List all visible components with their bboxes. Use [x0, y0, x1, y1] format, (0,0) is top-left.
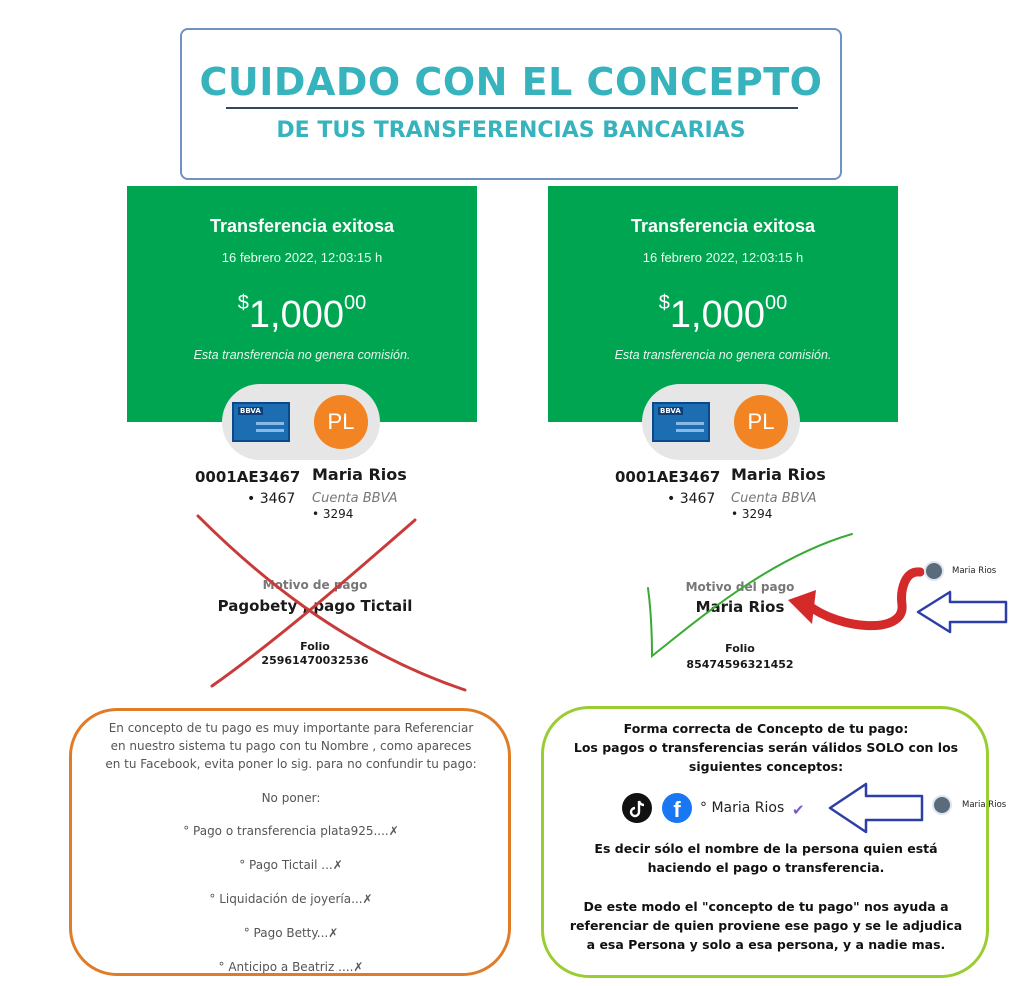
page-title: CUIDADO CON EL CONCEPTO	[199, 60, 823, 104]
recipient-account-type: Cuenta BBVA	[312, 491, 398, 506]
list-item: ° Anticipo a Beatriz ....✗	[218, 960, 364, 974]
folio-label: Folio	[725, 642, 755, 655]
avatar	[932, 795, 952, 815]
title-divider	[226, 107, 798, 109]
currency-symbol: $	[237, 292, 249, 314]
avatar	[924, 561, 944, 581]
receipt-note: Esta transferencia no genera comisión.	[614, 348, 832, 362]
example-name: ° Maria Rios	[700, 800, 785, 816]
folio-value: 25961470032536	[261, 654, 369, 667]
account-last-digits: • 3467	[667, 491, 716, 507]
folio-label: Folio	[300, 640, 330, 653]
bbva-logo: BBVA	[660, 407, 681, 415]
bbva-card-icon	[652, 402, 710, 442]
list-item: ° Liquidación de joyería...✗	[209, 892, 373, 906]
profile-name: Maria Rios	[952, 566, 997, 576]
cross-mark-icon	[190, 508, 480, 698]
warning-box	[69, 708, 511, 976]
account-id: 0001AE3467	[195, 468, 301, 486]
currency-symbol: $	[658, 292, 670, 314]
profile-name: Maria Rios	[962, 800, 1007, 810]
verified-check-icon: ✔	[792, 801, 805, 819]
avatar: PL	[314, 395, 368, 449]
amount-decimal: 00	[343, 292, 367, 314]
receipt-amount	[548, 292, 898, 337]
motivo-value: Maria Rios	[695, 598, 785, 616]
account-id: 0001AE3467	[615, 468, 721, 486]
recipient-last-digits: • 3294	[312, 507, 354, 521]
list-item: ° Pago Tictail ...✗	[239, 858, 343, 872]
motivo-label: Motivo de pago	[262, 578, 368, 592]
correct-concept-box	[541, 706, 989, 978]
account-last-digits: • 3467	[247, 491, 296, 507]
avatar: PL	[734, 395, 788, 449]
receipt-title: Transferencia exitosa	[209, 216, 395, 236]
motivo-label: Motivo del pago	[685, 580, 795, 594]
blue-arrow-icon	[826, 780, 926, 836]
recipient-name: Maria Rios	[731, 465, 826, 484]
correct-rule: Los pagos o transferencias serán válidos SOLO con los siguientes conceptos:	[573, 740, 959, 774]
amount-integer: 1,000	[248, 294, 344, 336]
list-item: ° Pago o transferencia plata925....✗	[183, 824, 399, 838]
correct-purpose: De este modo el "concepto de tu pago" nos ayuda a referenciar de quien proviene ese pago y se le adjudica a esa Persona y solo a esa persona, y a nadie mas.	[569, 899, 963, 952]
amount-decimal: 00	[764, 292, 788, 314]
recipient-last-digits: • 3294	[731, 507, 773, 521]
list-item: ° Pago Betty...✗	[243, 926, 339, 940]
title-banner	[180, 28, 842, 180]
receipt-date: 16 febrero 2022, 12:03:15 h	[642, 250, 804, 265]
warning-intro: En concepto de tu pago es muy importante para Referenciar en nuestro sistema tu pago con tu Nombre , como apareces en tu Facebook, evita poner lo sig. para no confundir tu pago:	[105, 721, 477, 771]
receipt-date: 16 febrero 2022, 12:03:15 h	[221, 250, 383, 265]
tiktok-icon	[622, 793, 652, 823]
account-pill	[222, 384, 380, 460]
correct-heading: Forma correcta de Concepto de tu pago:	[623, 721, 909, 736]
motivo-value: Pagobety , pago Tictail	[217, 597, 413, 615]
receipt-title: Transferencia exitosa	[630, 216, 816, 236]
bbva-logo: BBVA	[240, 407, 261, 415]
correct-explanation: Es decir sólo el nombre de la persona quien está haciendo el pago o transferencia.	[594, 841, 938, 875]
amount-integer: 1,000	[669, 294, 765, 336]
recipient-name: Maria Rios	[312, 465, 407, 484]
recipient-account-type: Cuenta BBVA	[731, 491, 817, 506]
receipt-note: Esta transferencia no genera comisión.	[193, 348, 411, 362]
folio-value: 85474596321452	[686, 658, 794, 671]
page-subtitle: DE TUS TRANSFERENCIAS BANCARIAS	[276, 118, 746, 143]
blue-arrow-icon	[914, 588, 1010, 636]
no-poner-label: No poner:	[261, 791, 321, 805]
bbva-card-icon	[232, 402, 290, 442]
facebook-icon: f	[662, 793, 692, 823]
account-pill	[642, 384, 800, 460]
receipt-amount	[127, 292, 477, 337]
